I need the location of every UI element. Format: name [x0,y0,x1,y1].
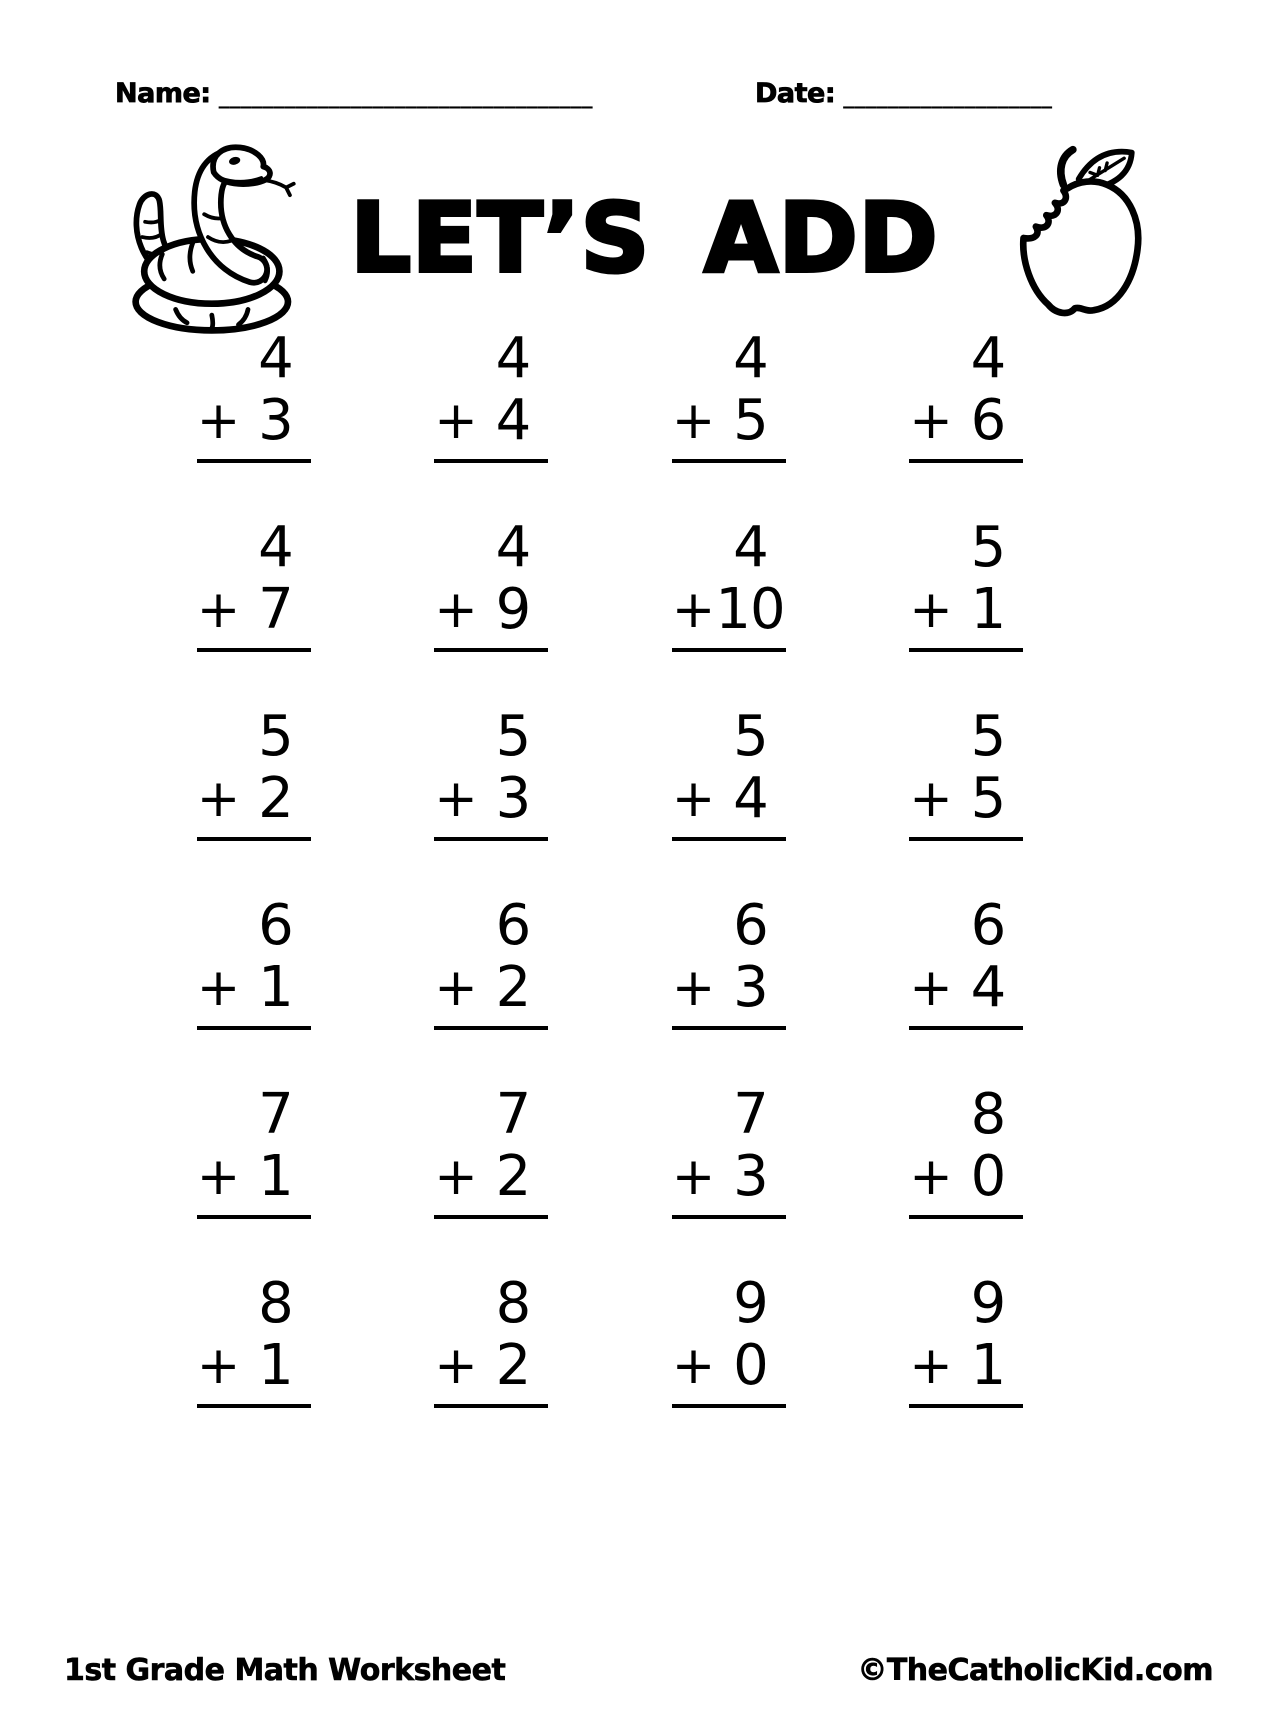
plus-sign: + [196,768,241,829]
top-number: 9 [970,1270,1006,1336]
top-number: 5 [495,703,531,769]
date-field [755,78,1052,109]
addition-problem-21 [196,1270,311,1408]
bitten-apple-icon [985,143,1157,337]
plus-sign: + [671,579,716,640]
top-number: 4 [258,514,293,580]
name-blank-line: __________________________________ [218,84,593,109]
copyright-credit: ©TheCatholicKid.com [857,1653,1213,1688]
addition-problem-9 [196,703,311,841]
plus-sign: + [909,1146,953,1207]
addition-problem-12 [909,703,1023,841]
plus-sign: + [671,1146,716,1207]
addition-problem-14 [434,892,548,1030]
addition-problem-8 [909,514,1023,652]
worksheet-grade-label: 1st Grade Math Worksheet [64,1653,506,1688]
bottom-number: 5 [733,388,768,453]
top-number: 6 [733,892,768,958]
top-number: 5 [970,703,1006,769]
bottom-number: 1 [970,577,1006,642]
plus-sign: + [671,390,716,451]
bottom-number: 2 [495,955,531,1020]
plus-sign: + [196,1146,241,1207]
top-number: 6 [258,892,293,958]
bottom-number: 3 [495,766,531,831]
bottom-number: 7 [258,577,293,642]
addition-problem-4 [909,325,1023,463]
plus-sign: + [196,957,241,1018]
plus-sign: + [434,768,478,829]
plus-sign: + [196,1335,241,1396]
plus-sign: + [909,579,953,640]
bottom-number: 4 [495,388,531,453]
addition-problem-2 [434,325,548,463]
addition-problem-10 [434,703,548,841]
top-number: 5 [733,703,768,769]
top-number: 9 [733,1270,768,1336]
plus-sign: + [671,1335,716,1396]
worksheet-page [0,78,1275,1728]
bottom-number: 1 [258,1333,293,1398]
addition-problem-6 [434,514,548,652]
top-number: 7 [258,1081,293,1147]
bottom-number: 3 [733,955,768,1020]
bottom-number: 0 [970,1144,1006,1209]
plus-sign: + [909,768,953,829]
top-number: 7 [733,1081,768,1147]
bottom-number: 1 [258,955,293,1020]
addition-problem-22 [434,1270,548,1408]
bottom-number: 9 [495,577,531,642]
name-field [115,78,755,109]
plus-sign: + [671,768,716,829]
footer [64,1653,1213,1688]
top-number: 7 [495,1081,531,1147]
bottom-number: 1 [258,1144,293,1209]
snake-icon [112,138,304,342]
top-number: 8 [970,1081,1006,1147]
name-label: Name: [115,78,211,109]
top-number: 6 [495,892,531,958]
bottom-number: 2 [258,766,293,831]
bottom-number: 4 [733,766,768,831]
bottom-number: 2 [495,1144,531,1209]
plus-sign: + [434,1335,478,1396]
plus-sign: + [434,957,478,1018]
top-number: 8 [495,1270,531,1336]
plus-sign: + [909,957,953,1018]
addition-problem-1 [196,325,311,463]
top-number: 4 [733,325,768,391]
bottom-number: 4 [970,955,1006,1020]
top-number: 4 [495,514,531,580]
bottom-number: 2 [495,1333,531,1398]
date-label: Date: [755,78,836,109]
addition-problem-7 [671,514,786,652]
plus-sign: + [434,579,478,640]
header [115,78,1160,109]
top-number: 4 [733,514,768,580]
plus-sign: + [434,1146,478,1207]
hero-row [0,137,1275,342]
addition-problem-18 [434,1081,548,1219]
addition-problem-15 [671,892,786,1030]
date-blank-line: ___________________ [843,84,1053,109]
plus-sign: + [196,390,241,451]
plus-sign: + [434,390,478,451]
page-title: LET’S ADD [350,184,939,294]
addition-problem-17 [196,1081,311,1219]
top-number: 4 [495,325,531,391]
bottom-number: 6 [970,388,1006,453]
bottom-number: 3 [258,388,293,453]
bottom-number: 0 [733,1333,768,1398]
title-wrap [304,184,985,294]
addition-problem-3 [671,325,786,463]
addition-problem-19 [671,1081,786,1219]
addition-problem-5 [196,514,311,652]
top-number: 4 [258,325,293,391]
bottom-number: 10 [715,577,785,642]
plus-sign: + [196,579,241,640]
bottom-number: 5 [970,766,1006,831]
top-number: 6 [970,892,1006,958]
problems-grid [135,325,1085,1480]
plus-sign: + [671,957,716,1018]
top-number: 5 [258,703,293,769]
addition-problem-24 [909,1270,1023,1408]
top-number: 4 [970,325,1006,391]
plus-sign: + [909,390,953,451]
bottom-number: 3 [733,1144,768,1209]
addition-problem-16 [909,892,1023,1030]
addition-problem-23 [671,1270,786,1408]
top-number: 8 [258,1270,293,1336]
top-number: 5 [970,514,1006,580]
addition-problem-11 [671,703,786,841]
addition-problem-13 [196,892,311,1030]
bottom-number: 1 [970,1333,1006,1398]
addition-problem-20 [909,1081,1023,1219]
plus-sign: + [909,1335,953,1396]
